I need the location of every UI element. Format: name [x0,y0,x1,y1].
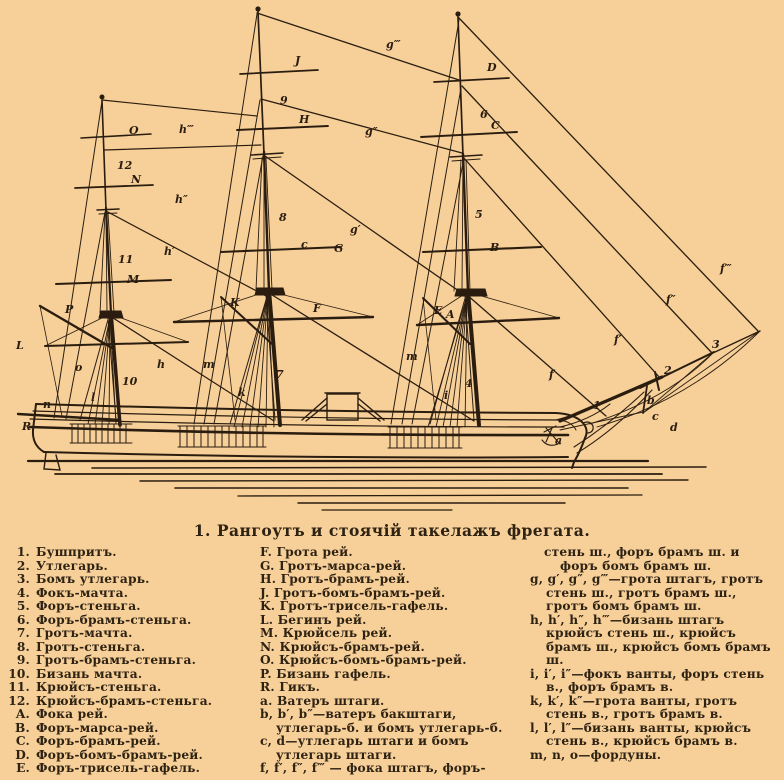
legend-item-text: m, n, o—фордуны. [530,747,662,762]
legend-item [6,614,256,628]
figure-label-8: 8 [279,211,287,224]
figure-label-l: l [91,391,96,404]
legend-item [530,546,780,573]
legend-item [530,749,780,763]
legend-item [6,722,256,736]
legend-item [6,627,256,641]
legend-item-text: h, h′, h″, h‴—бизань штагъ крюйсъ стень ш., крюйсъ брамъ ш., крюйсъ бомъ брамъ ш. [530,612,771,667]
legend-item [260,654,526,668]
figure-label-L: L [16,339,24,352]
figure-label-E: E [434,304,443,317]
legend-item [260,762,526,776]
legend-item-key: 11. [8,680,30,694]
figure-label-R: R [22,420,32,433]
legend-item-text: a. Ватеръ штаги. [260,693,385,708]
figure-label-o: o [75,361,83,374]
figure-label-h: h [157,358,165,371]
legend-item-key: B. [15,720,30,735]
figure-label-H: H [299,113,310,126]
legend-item-text: Крюйсъ-стеньга. [36,680,162,694]
legend-column-2 [260,546,526,776]
bowsprit-assembly [560,331,760,453]
legend-item-text: l, l′, l″—бизань ванты, крюйсъ стень в., крюйсъ брамъ в. [530,720,752,748]
figure-label-c: c [652,410,659,423]
legend-item [6,573,256,587]
legend-item-key: 2. [16,558,30,573]
legend-item-text: Форъ-брамъ-рей. [36,734,161,748]
legend-item [530,614,780,668]
legend-item [6,735,256,749]
legend-item-text: f, f′, f″, f‴ — фока штагъ, форъ- [260,761,486,775]
figure-label-f: f [549,368,554,381]
figure-label-b: b [647,394,655,407]
legend-item-text: N. Крюйсъ-брамъ-рей. [260,639,425,654]
legend-item [6,681,256,695]
legend-item-text: Форъ-трисель-гафель. [36,761,201,775]
figure-label-12: 12 [117,159,133,172]
figure-label-P: P [65,303,74,316]
legend-item-text: Гротъ-мачта. [36,626,133,640]
legend-item-key: 1. [16,545,30,559]
figure-label-m: m [203,358,215,371]
waterlines [28,461,706,510]
figure-caption: 1. Рангоутъ и стоячій такелажъ фрегата. [193,521,591,540]
legend-item-key: 10. [8,666,30,681]
legend-item [260,681,526,695]
legend-item [6,654,256,668]
legend-item [530,668,780,695]
legend-item-text: g, g′, g″, g‴—грота штагъ, гротъ стень ш., гротъ брамъ ш., гротъ бомъ брамъ ш. [530,572,764,613]
figure-label-C: C [491,119,500,132]
figure-label-5: 5 [475,208,483,221]
channels [70,424,462,448]
legend-item-key: 4. [16,585,30,600]
deckhouse [302,393,384,421]
legend-item [6,708,256,722]
legend-item-key: 8. [16,639,30,654]
figure-label-N: N [131,173,142,186]
legend-item-key: 7. [16,626,30,640]
legend-item-key: A. [15,707,30,721]
legend-item-text: J. Гротъ-бомъ-брамъ-рей. [260,585,446,600]
figure-label-n: n [43,398,51,411]
legend-item [260,735,526,762]
figure-label-i: i [444,389,449,402]
legend-item-text: Фокъ-мачта. [36,585,129,600]
legend-item-text: O. Крюйсъ-бомъ-брамъ-рей. [260,653,467,667]
figure-label-h‴: h‴ [179,123,194,136]
figure-label-3: 3 [712,338,720,351]
legend-item-text: Бомъ утлегарь. [36,572,150,586]
legend-item-text: Бизань мачта. [36,666,143,681]
legend-item-text: Форъ-бомъ-брамъ-рей. [36,747,203,762]
legend-item-text: Гротъ-брамъ-стеньга. [36,653,197,667]
legend-item-text: b, b′, b″—ватеръ бакштаги, утлегарь-б. и бомъ утлегарь-б. [260,707,503,735]
figure-label-2: 2 [664,364,672,377]
legend-item [260,668,526,682]
figure-label-k: k [238,386,246,399]
legend-item [6,546,256,560]
figure-label-D: D [487,61,497,74]
legend-item-text: c, d—утлегарь штаги и бомъ утлегарь штаги. [260,734,469,762]
figure-label-F: F [313,302,321,315]
legend-item [6,587,256,601]
legend-item-text: Фока рей. [36,707,108,721]
hull [30,401,610,470]
figure-label-f′: f′ [614,333,622,346]
figure-label-h″: h″ [175,193,188,206]
figure-label-g′: g′ [350,223,361,236]
legend-item-key: D. [15,747,30,762]
figure-label-M: M [127,273,140,286]
legend-item-text: F. Грота рей. [260,545,353,559]
legend-item-text: H. Гротъ-брамъ-рей. [260,572,410,586]
legend-item [6,762,256,776]
legend-item [260,546,526,560]
legend-item-key: 6. [16,612,30,627]
legend-item [530,722,780,749]
figure-label-1: 1 [593,399,601,412]
legend-item-text: M. Крюйсель рей. [260,626,393,640]
figure-label-a: a [555,434,563,447]
legend-item [6,695,256,709]
figure-labels [15,38,732,447]
legend-item [6,749,256,763]
legend-item [260,573,526,587]
legend-item-text: Гротъ-стеньга. [36,639,146,654]
legend-item [6,600,256,614]
figure-label-7: 7 [276,368,284,381]
figure-label-11: 11 [118,253,134,266]
figure-label-f‴: f‴ [720,262,732,275]
legend-item-text: Бушпритъ. [36,545,117,559]
legend-item-key: 5. [16,599,30,613]
legend-item-key: 3. [16,572,30,586]
legend [0,546,784,776]
figure-label-g‴: g‴ [386,38,401,51]
figure-label-K: K [230,296,240,309]
legend-item-text: Форъ-брамъ-стеньга. [36,612,192,627]
figure-label-f″: f″ [666,293,676,306]
legend-item [260,641,526,655]
legend-item-text: Утлегарь. [36,558,108,573]
legend-item [530,695,780,722]
legend-item-text: L. Бегинъ рей. [260,612,367,627]
stays [102,13,758,421]
figure-label-m: m [406,350,418,363]
legend-item-text: R. Гикъ. [260,680,321,694]
figure-label-9: 9 [280,94,288,107]
legend-item [260,560,526,574]
legend-item [6,560,256,574]
legend-item [6,668,256,682]
legend-column-3 [530,546,780,776]
legend-item-text: Крюйсъ-брамъ-стеньга. [36,693,213,708]
legend-item-key: 9. [16,653,30,667]
legend-item-text: стень ш., форъ брамъ ш. и форъ бомъ брамъ ш. [544,545,740,573]
legend-item-text: P. Бизань гафель. [260,666,391,681]
legend-item-text: Форъ-марса-рей. [36,720,159,735]
figure-label-h′: h′ [164,245,175,258]
legend-item-text: K. Гротъ-трисель-гафель. [260,599,449,613]
legend-item-text: Форъ-стеньга. [36,599,141,613]
figure-label-A: A [446,308,455,321]
figure-label-6: 6 [480,108,488,121]
legend-item [260,708,526,735]
legend-item-key: E. [16,761,30,775]
figure-label-d: d [670,421,678,434]
legend-item [6,641,256,655]
legend-column-1 [6,546,256,776]
figure-label-J: J [295,54,301,67]
legend-item-text: i, i′, i″—фокъ ванты, форъ стень в., форъ брамъ в. [530,666,765,694]
legend-item-key: 12. [8,693,30,708]
figure-label-4: 4 [465,377,473,390]
legend-item [260,627,526,641]
legend-item [260,614,526,628]
legend-item-text: k, k′, k″—грота ванты, гротъ стень в., гротъ брамъ в. [530,693,738,721]
figure-label-G: G [334,242,344,255]
figure-label-B: B [490,241,500,254]
legend-item-text: G. Гротъ-марса-рей. [260,558,407,573]
legend-item-key: C. [15,734,30,748]
figure-label-10: 10 [122,375,138,388]
legend-item [260,587,526,601]
legend-item [260,695,526,709]
figure-label-c: c [301,238,308,251]
figure-label-g″: g″ [365,125,378,138]
figure-label-O: O [129,124,139,137]
legend-item [530,573,780,614]
legend-item [260,600,526,614]
